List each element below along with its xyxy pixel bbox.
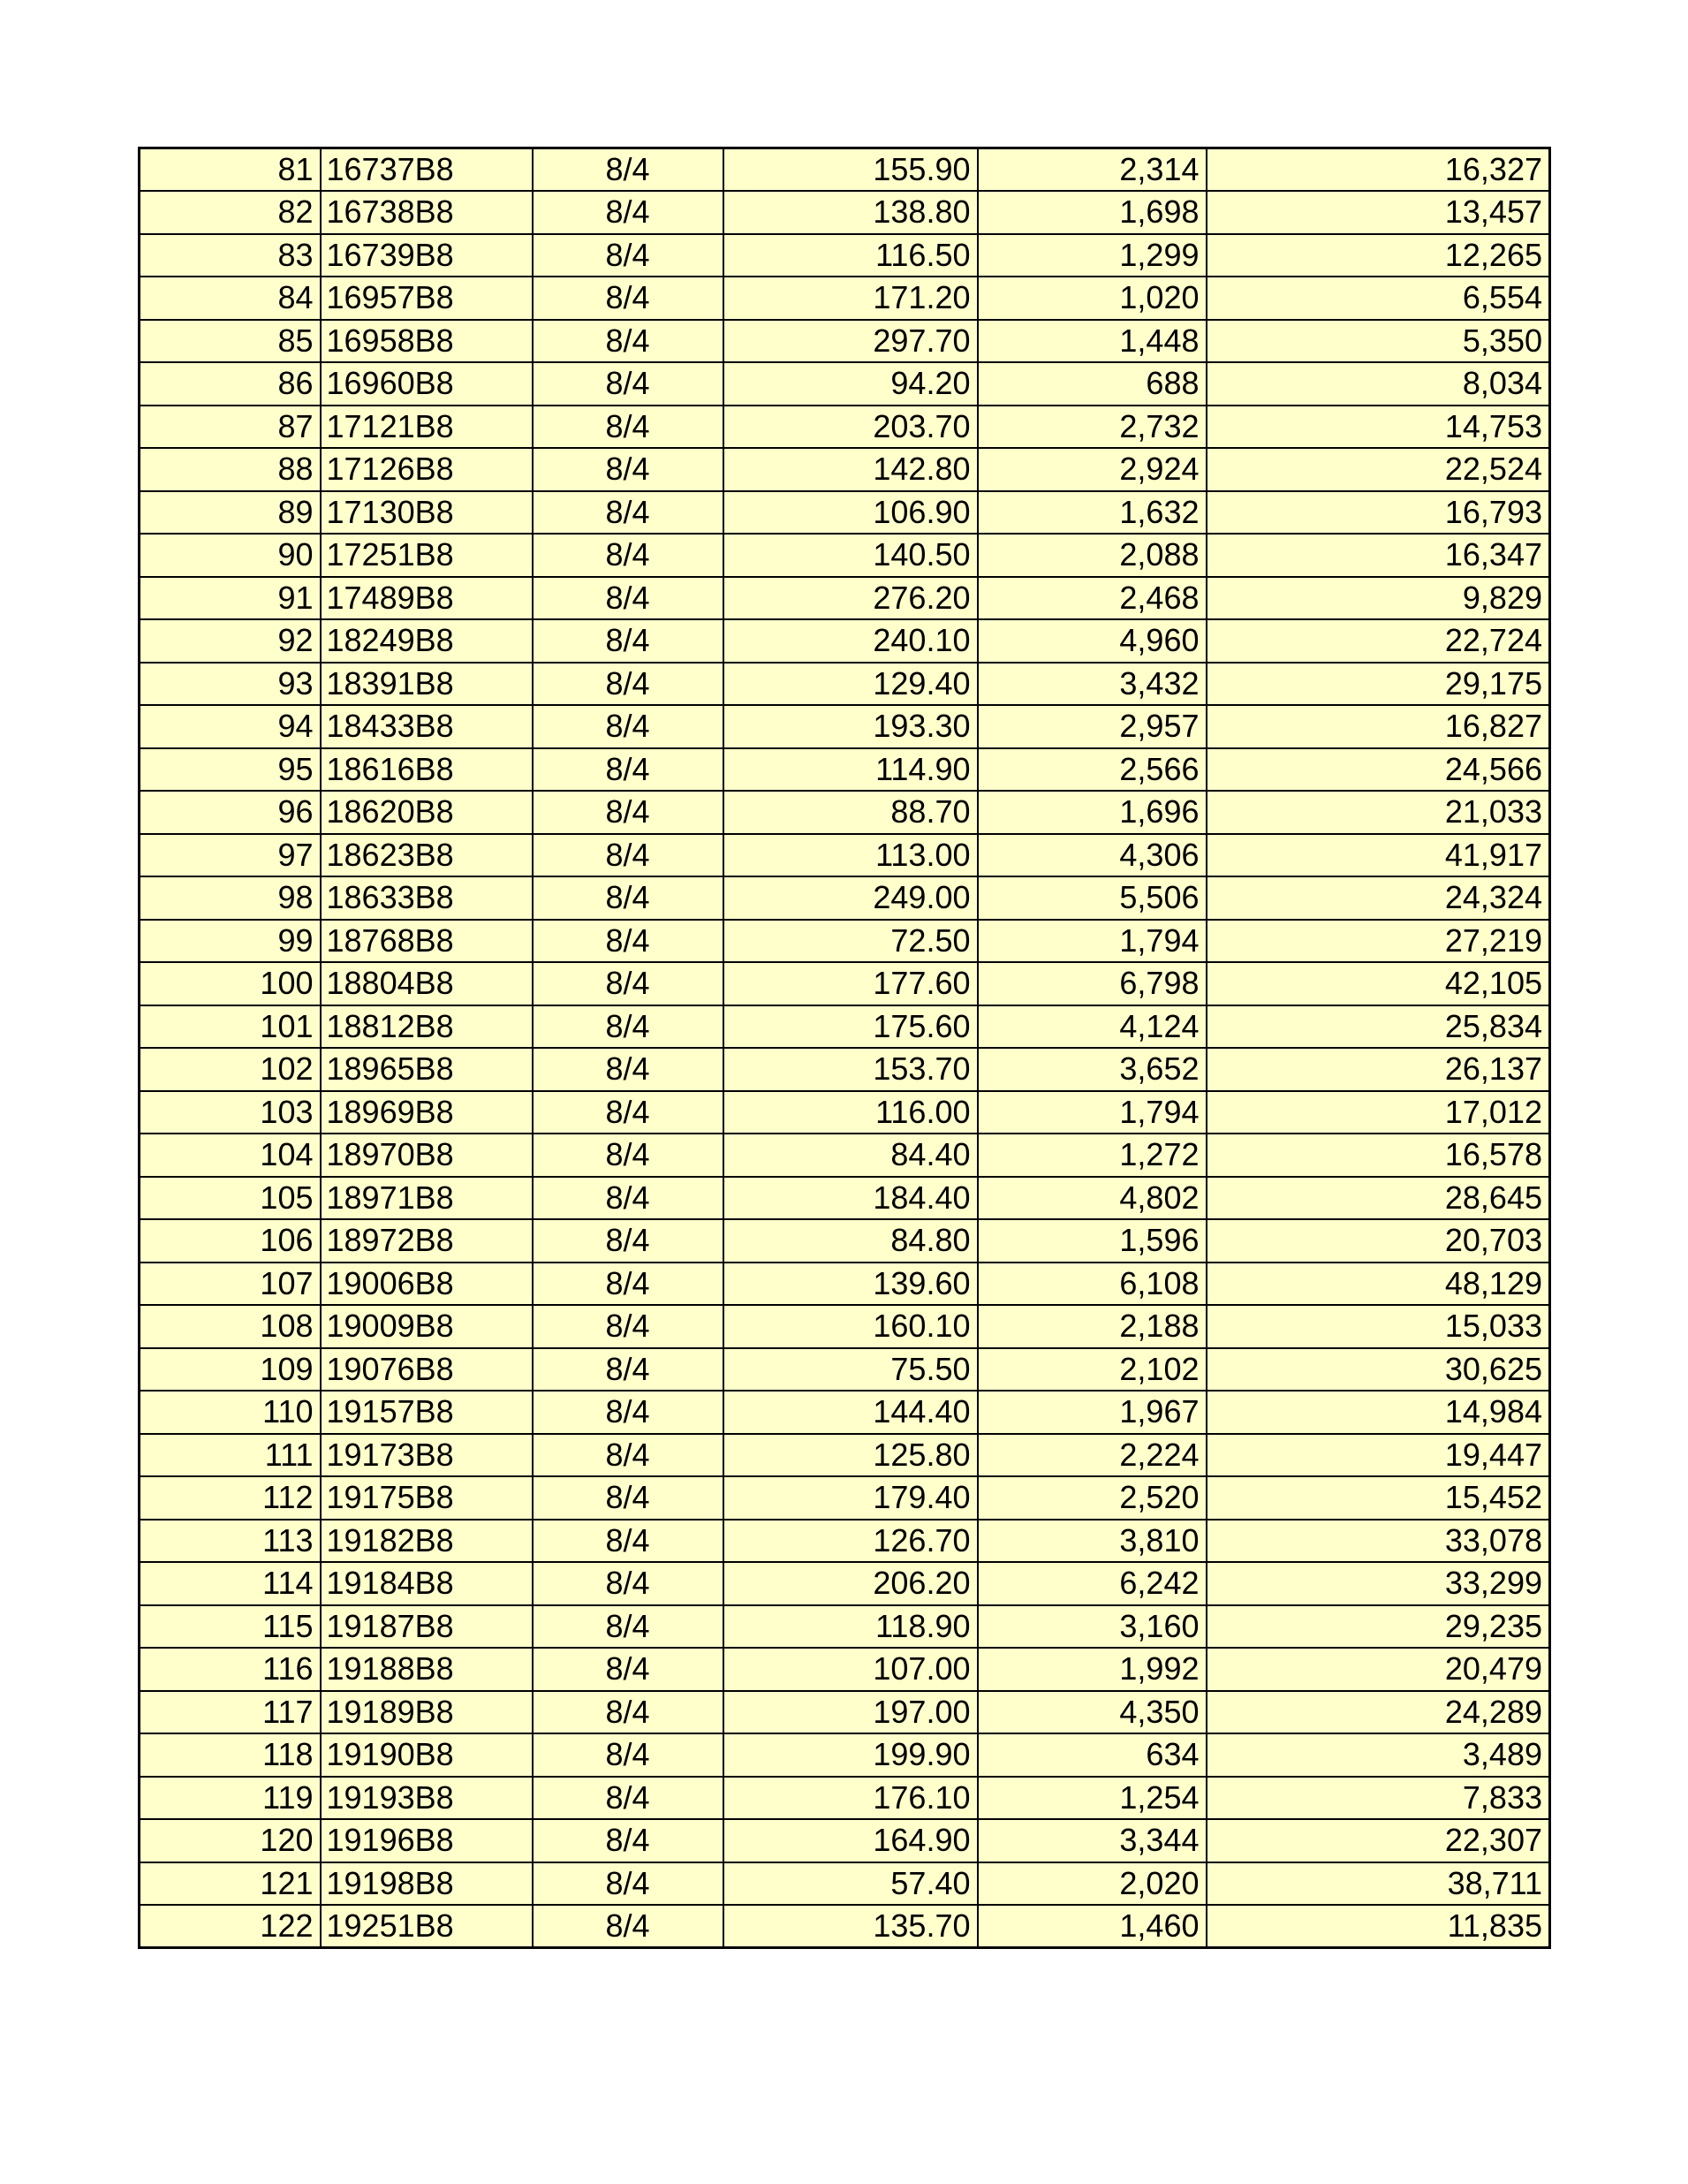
value-cell: 203.70	[723, 406, 978, 449]
value-cell: 129.40	[723, 663, 978, 706]
quantity-cell: 3,344	[978, 1819, 1207, 1862]
item-id-cell: 16739B8	[321, 234, 533, 277]
total-cell: 27,219	[1207, 920, 1550, 963]
item-id-cell: 16957B8	[321, 277, 533, 320]
quantity-cell: 2,732	[978, 406, 1207, 449]
row-number-cell: 90	[140, 534, 321, 577]
size-cell: 8/4	[533, 1305, 723, 1348]
total-cell: 22,524	[1207, 448, 1550, 491]
quantity-cell: 5,506	[978, 876, 1207, 920]
total-cell: 8,034	[1207, 362, 1550, 406]
value-cell: 197.00	[723, 1691, 978, 1734]
row-number-cell: 114	[140, 1562, 321, 1605]
item-id-cell: 19175B8	[321, 1476, 533, 1520]
value-cell: 116.00	[723, 1091, 978, 1134]
total-cell: 24,566	[1207, 748, 1550, 792]
value-cell: 193.30	[723, 705, 978, 748]
size-cell: 8/4	[533, 277, 723, 320]
quantity-cell: 1,632	[978, 491, 1207, 535]
value-cell: 106.90	[723, 491, 978, 535]
value-cell: 126.70	[723, 1520, 978, 1563]
item-id-cell: 17251B8	[321, 534, 533, 577]
row-number-cell: 81	[140, 148, 321, 192]
table-row	[140, 1648, 1550, 1691]
table-row	[140, 148, 1550, 192]
quantity-cell: 2,188	[978, 1305, 1207, 1348]
row-number-cell: 106	[140, 1219, 321, 1263]
value-cell: 135.70	[723, 1905, 978, 1948]
item-id-cell: 19187B8	[321, 1605, 533, 1649]
item-id-cell: 19189B8	[321, 1691, 533, 1734]
value-cell: 164.90	[723, 1819, 978, 1862]
total-cell: 6,554	[1207, 277, 1550, 320]
row-number-cell: 119	[140, 1777, 321, 1820]
table-row	[140, 1862, 1550, 1906]
quantity-cell: 1,272	[978, 1134, 1207, 1177]
item-id-cell: 17489B8	[321, 577, 533, 620]
total-cell: 33,299	[1207, 1562, 1550, 1605]
quantity-cell: 6,798	[978, 962, 1207, 1005]
value-cell: 153.70	[723, 1048, 978, 1091]
item-id-cell: 19076B8	[321, 1348, 533, 1392]
item-id-cell: 19009B8	[321, 1305, 533, 1348]
quantity-cell: 688	[978, 362, 1207, 406]
table-row	[140, 791, 1550, 834]
size-cell: 8/4	[533, 876, 723, 920]
item-id-cell: 19173B8	[321, 1434, 533, 1477]
size-cell: 8/4	[533, 1391, 723, 1434]
item-id-cell: 19196B8	[321, 1819, 533, 1862]
row-number-cell: 84	[140, 277, 321, 320]
item-id-cell: 16960B8	[321, 362, 533, 406]
size-cell: 8/4	[533, 1348, 723, 1392]
quantity-cell: 1,299	[978, 234, 1207, 277]
total-cell: 28,645	[1207, 1177, 1550, 1220]
size-cell: 8/4	[533, 748, 723, 792]
row-number-cell: 120	[140, 1819, 321, 1862]
row-number-cell: 97	[140, 834, 321, 877]
quantity-cell: 1,967	[978, 1391, 1207, 1434]
total-cell: 17,012	[1207, 1091, 1550, 1134]
quantity-cell: 6,242	[978, 1562, 1207, 1605]
size-cell: 8/4	[533, 406, 723, 449]
row-number-cell: 86	[140, 362, 321, 406]
quantity-cell: 6,108	[978, 1263, 1207, 1306]
row-number-cell: 100	[140, 962, 321, 1005]
size-cell: 8/4	[533, 1476, 723, 1520]
total-cell: 33,078	[1207, 1520, 1550, 1563]
quantity-cell: 2,520	[978, 1476, 1207, 1520]
item-id-cell: 18616B8	[321, 748, 533, 792]
row-number-cell: 115	[140, 1605, 321, 1649]
row-number-cell: 113	[140, 1520, 321, 1563]
total-cell: 30,625	[1207, 1348, 1550, 1392]
table-row	[140, 1177, 1550, 1220]
row-number-cell: 110	[140, 1391, 321, 1434]
value-cell: 84.80	[723, 1219, 978, 1263]
table-row	[140, 448, 1550, 491]
size-cell: 8/4	[533, 1905, 723, 1948]
row-number-cell: 87	[140, 406, 321, 449]
row-number-cell: 93	[140, 663, 321, 706]
row-number-cell: 89	[140, 491, 321, 535]
value-cell: 114.90	[723, 748, 978, 792]
size-cell: 8/4	[533, 1005, 723, 1049]
table-row	[140, 1391, 1550, 1434]
total-cell: 42,105	[1207, 962, 1550, 1005]
quantity-cell: 2,566	[978, 748, 1207, 792]
item-id-cell: 18391B8	[321, 663, 533, 706]
size-cell: 8/4	[533, 1562, 723, 1605]
total-cell: 16,827	[1207, 705, 1550, 748]
value-cell: 179.40	[723, 1476, 978, 1520]
data-table	[138, 147, 1551, 1949]
total-cell: 25,834	[1207, 1005, 1550, 1049]
size-cell: 8/4	[533, 619, 723, 663]
table-row	[140, 1520, 1550, 1563]
value-cell: 125.80	[723, 1434, 978, 1477]
table-row	[140, 491, 1550, 535]
item-id-cell: 19188B8	[321, 1648, 533, 1691]
row-number-cell: 117	[140, 1691, 321, 1734]
item-id-cell: 19157B8	[321, 1391, 533, 1434]
table-row	[140, 1691, 1550, 1734]
size-cell: 8/4	[533, 1134, 723, 1177]
total-cell: 21,033	[1207, 791, 1550, 834]
row-number-cell: 108	[140, 1305, 321, 1348]
size-cell: 8/4	[533, 705, 723, 748]
quantity-cell: 2,924	[978, 448, 1207, 491]
item-id-cell: 19184B8	[321, 1562, 533, 1605]
item-id-cell: 18965B8	[321, 1048, 533, 1091]
value-cell: 155.90	[723, 148, 978, 192]
table-row	[140, 362, 1550, 406]
value-cell: 160.10	[723, 1305, 978, 1348]
table-row	[140, 191, 1550, 234]
value-cell: 171.20	[723, 277, 978, 320]
size-cell: 8/4	[533, 1177, 723, 1220]
table-row	[140, 1905, 1550, 1948]
table-body	[140, 148, 1550, 1948]
row-number-cell: 83	[140, 234, 321, 277]
row-number-cell: 94	[140, 705, 321, 748]
item-id-cell: 18969B8	[321, 1091, 533, 1134]
table-row	[140, 1048, 1550, 1091]
quantity-cell: 1,992	[978, 1648, 1207, 1691]
value-cell: 57.40	[723, 1862, 978, 1906]
total-cell: 16,327	[1207, 148, 1550, 192]
item-id-cell: 18249B8	[321, 619, 533, 663]
value-cell: 249.00	[723, 876, 978, 920]
item-id-cell: 19182B8	[321, 1520, 533, 1563]
size-cell: 8/4	[533, 320, 723, 363]
total-cell: 48,129	[1207, 1263, 1550, 1306]
total-cell: 22,307	[1207, 1819, 1550, 1862]
table-row	[140, 834, 1550, 877]
size-cell: 8/4	[533, 148, 723, 192]
quantity-cell: 4,306	[978, 834, 1207, 877]
total-cell: 24,324	[1207, 876, 1550, 920]
row-number-cell: 105	[140, 1177, 321, 1220]
size-cell: 8/4	[533, 1091, 723, 1134]
size-cell: 8/4	[533, 962, 723, 1005]
value-cell: 107.00	[723, 1648, 978, 1691]
row-number-cell: 104	[140, 1134, 321, 1177]
row-number-cell: 98	[140, 876, 321, 920]
row-number-cell: 122	[140, 1905, 321, 1948]
size-cell: 8/4	[533, 1048, 723, 1091]
total-cell: 13,457	[1207, 191, 1550, 234]
value-cell: 94.20	[723, 362, 978, 406]
quantity-cell: 2,088	[978, 534, 1207, 577]
size-cell: 8/4	[533, 920, 723, 963]
size-cell: 8/4	[533, 1862, 723, 1906]
row-number-cell: 91	[140, 577, 321, 620]
value-cell: 199.90	[723, 1733, 978, 1777]
item-id-cell: 19193B8	[321, 1777, 533, 1820]
quantity-cell: 1,448	[978, 320, 1207, 363]
item-id-cell: 18970B8	[321, 1134, 533, 1177]
value-cell: 276.20	[723, 577, 978, 620]
total-cell: 38,711	[1207, 1862, 1550, 1906]
value-cell: 297.70	[723, 320, 978, 363]
size-cell: 8/4	[533, 491, 723, 535]
total-cell: 19,447	[1207, 1434, 1550, 1477]
size-cell: 8/4	[533, 1777, 723, 1820]
row-number-cell: 85	[140, 320, 321, 363]
table-row	[140, 962, 1550, 1005]
table-row	[140, 1134, 1550, 1177]
row-number-cell: 107	[140, 1263, 321, 1306]
quantity-cell: 2,020	[978, 1862, 1207, 1906]
row-number-cell: 92	[140, 619, 321, 663]
value-cell: 142.80	[723, 448, 978, 491]
table-row	[140, 234, 1550, 277]
table-row	[140, 1476, 1550, 1520]
total-cell: 24,289	[1207, 1691, 1550, 1734]
size-cell: 8/4	[533, 1648, 723, 1691]
size-cell: 8/4	[533, 534, 723, 577]
table-row	[140, 1562, 1550, 1605]
item-id-cell: 19190B8	[321, 1733, 533, 1777]
row-number-cell: 96	[140, 791, 321, 834]
value-cell: 240.10	[723, 619, 978, 663]
item-id-cell: 16738B8	[321, 191, 533, 234]
row-number-cell: 95	[140, 748, 321, 792]
item-id-cell: 18804B8	[321, 962, 533, 1005]
size-cell: 8/4	[533, 1263, 723, 1306]
quantity-cell: 1,698	[978, 191, 1207, 234]
size-cell: 8/4	[533, 1520, 723, 1563]
size-cell: 8/4	[533, 1691, 723, 1734]
value-cell: 175.60	[723, 1005, 978, 1049]
size-cell: 8/4	[533, 448, 723, 491]
value-cell: 176.10	[723, 1777, 978, 1820]
quantity-cell: 1,460	[978, 1905, 1207, 1948]
total-cell: 22,724	[1207, 619, 1550, 663]
item-id-cell: 17121B8	[321, 406, 533, 449]
value-cell: 72.50	[723, 920, 978, 963]
item-id-cell: 19251B8	[321, 1905, 533, 1948]
item-id-cell: 18633B8	[321, 876, 533, 920]
item-id-cell: 18620B8	[321, 791, 533, 834]
size-cell: 8/4	[533, 834, 723, 877]
size-cell: 8/4	[533, 791, 723, 834]
row-number-cell: 112	[140, 1476, 321, 1520]
size-cell: 8/4	[533, 1434, 723, 1477]
value-cell: 88.70	[723, 791, 978, 834]
size-cell: 8/4	[533, 1605, 723, 1649]
table-row	[140, 406, 1550, 449]
total-cell: 16,793	[1207, 491, 1550, 535]
value-cell: 118.90	[723, 1605, 978, 1649]
item-id-cell: 18768B8	[321, 920, 533, 963]
value-cell: 206.20	[723, 1562, 978, 1605]
quantity-cell: 1,254	[978, 1777, 1207, 1820]
item-id-cell: 18433B8	[321, 705, 533, 748]
table-row	[140, 277, 1550, 320]
row-number-cell: 99	[140, 920, 321, 963]
size-cell: 8/4	[533, 1819, 723, 1862]
row-number-cell: 101	[140, 1005, 321, 1049]
quantity-cell: 2,224	[978, 1434, 1207, 1477]
size-cell: 8/4	[533, 577, 723, 620]
table-row	[140, 1733, 1550, 1777]
table-row	[140, 663, 1550, 706]
quantity-cell: 2,957	[978, 705, 1207, 748]
row-number-cell: 102	[140, 1048, 321, 1091]
size-cell: 8/4	[533, 663, 723, 706]
table-row	[140, 1434, 1550, 1477]
table-row	[140, 1091, 1550, 1134]
value-cell: 177.60	[723, 962, 978, 1005]
quantity-cell: 3,810	[978, 1520, 1207, 1563]
quantity-cell: 2,314	[978, 148, 1207, 192]
quantity-cell: 1,596	[978, 1219, 1207, 1263]
table-row	[140, 534, 1550, 577]
quantity-cell: 2,468	[978, 577, 1207, 620]
quantity-cell: 3,160	[978, 1605, 1207, 1649]
size-cell: 8/4	[533, 191, 723, 234]
item-id-cell: 18812B8	[321, 1005, 533, 1049]
value-cell: 139.60	[723, 1263, 978, 1306]
quantity-cell: 1,696	[978, 791, 1207, 834]
total-cell: 14,753	[1207, 406, 1550, 449]
total-cell: 16,578	[1207, 1134, 1550, 1177]
quantity-cell: 4,124	[978, 1005, 1207, 1049]
table-row	[140, 619, 1550, 663]
row-number-cell: 111	[140, 1434, 321, 1477]
total-cell: 16,347	[1207, 534, 1550, 577]
table-row	[140, 1305, 1550, 1348]
row-number-cell: 118	[140, 1733, 321, 1777]
total-cell: 20,479	[1207, 1648, 1550, 1691]
total-cell: 15,452	[1207, 1476, 1550, 1520]
quantity-cell: 3,652	[978, 1048, 1207, 1091]
table-row	[140, 1348, 1550, 1392]
total-cell: 15,033	[1207, 1305, 1550, 1348]
row-number-cell: 121	[140, 1862, 321, 1906]
value-cell: 84.40	[723, 1134, 978, 1177]
item-id-cell: 18971B8	[321, 1177, 533, 1220]
item-id-cell: 16958B8	[321, 320, 533, 363]
value-cell: 113.00	[723, 834, 978, 877]
total-cell: 20,703	[1207, 1219, 1550, 1263]
quantity-cell: 1,794	[978, 1091, 1207, 1134]
total-cell: 3,489	[1207, 1733, 1550, 1777]
item-id-cell: 17130B8	[321, 491, 533, 535]
quantity-cell: 3,432	[978, 663, 1207, 706]
value-cell: 75.50	[723, 1348, 978, 1392]
total-cell: 29,175	[1207, 663, 1550, 706]
item-id-cell: 16737B8	[321, 148, 533, 192]
table-row	[140, 1819, 1550, 1862]
table-row	[140, 705, 1550, 748]
quantity-cell: 1,794	[978, 920, 1207, 963]
total-cell: 14,984	[1207, 1391, 1550, 1434]
table-row	[140, 1219, 1550, 1263]
row-number-cell: 109	[140, 1348, 321, 1392]
item-id-cell: 17126B8	[321, 448, 533, 491]
row-number-cell: 88	[140, 448, 321, 491]
value-cell: 184.40	[723, 1177, 978, 1220]
table-row	[140, 1777, 1550, 1820]
table-row	[140, 748, 1550, 792]
total-cell: 26,137	[1207, 1048, 1550, 1091]
total-cell: 5,350	[1207, 320, 1550, 363]
value-cell: 140.50	[723, 534, 978, 577]
total-cell: 29,235	[1207, 1605, 1550, 1649]
total-cell: 7,833	[1207, 1777, 1550, 1820]
total-cell: 11,835	[1207, 1905, 1550, 1948]
table-row	[140, 577, 1550, 620]
quantity-cell: 1,020	[978, 277, 1207, 320]
item-id-cell: 18623B8	[321, 834, 533, 877]
size-cell: 8/4	[533, 362, 723, 406]
size-cell: 8/4	[533, 234, 723, 277]
table-row	[140, 1263, 1550, 1306]
size-cell: 8/4	[533, 1219, 723, 1263]
table-row	[140, 320, 1550, 363]
quantity-cell: 4,802	[978, 1177, 1207, 1220]
row-number-cell: 82	[140, 191, 321, 234]
table-row	[140, 1605, 1550, 1649]
size-cell: 8/4	[533, 1733, 723, 1777]
value-cell: 116.50	[723, 234, 978, 277]
quantity-cell: 4,960	[978, 619, 1207, 663]
item-id-cell: 19198B8	[321, 1862, 533, 1906]
row-number-cell: 103	[140, 1091, 321, 1134]
table-row	[140, 876, 1550, 920]
item-id-cell: 19006B8	[321, 1263, 533, 1306]
quantity-cell: 634	[978, 1733, 1207, 1777]
item-id-cell: 18972B8	[321, 1219, 533, 1263]
value-cell: 138.80	[723, 191, 978, 234]
row-number-cell: 116	[140, 1648, 321, 1691]
table-row	[140, 920, 1550, 963]
total-cell: 9,829	[1207, 577, 1550, 620]
quantity-cell: 4,350	[978, 1691, 1207, 1734]
quantity-cell: 2,102	[978, 1348, 1207, 1392]
value-cell: 144.40	[723, 1391, 978, 1434]
total-cell: 41,917	[1207, 834, 1550, 877]
total-cell: 12,265	[1207, 234, 1550, 277]
table-row	[140, 1005, 1550, 1049]
